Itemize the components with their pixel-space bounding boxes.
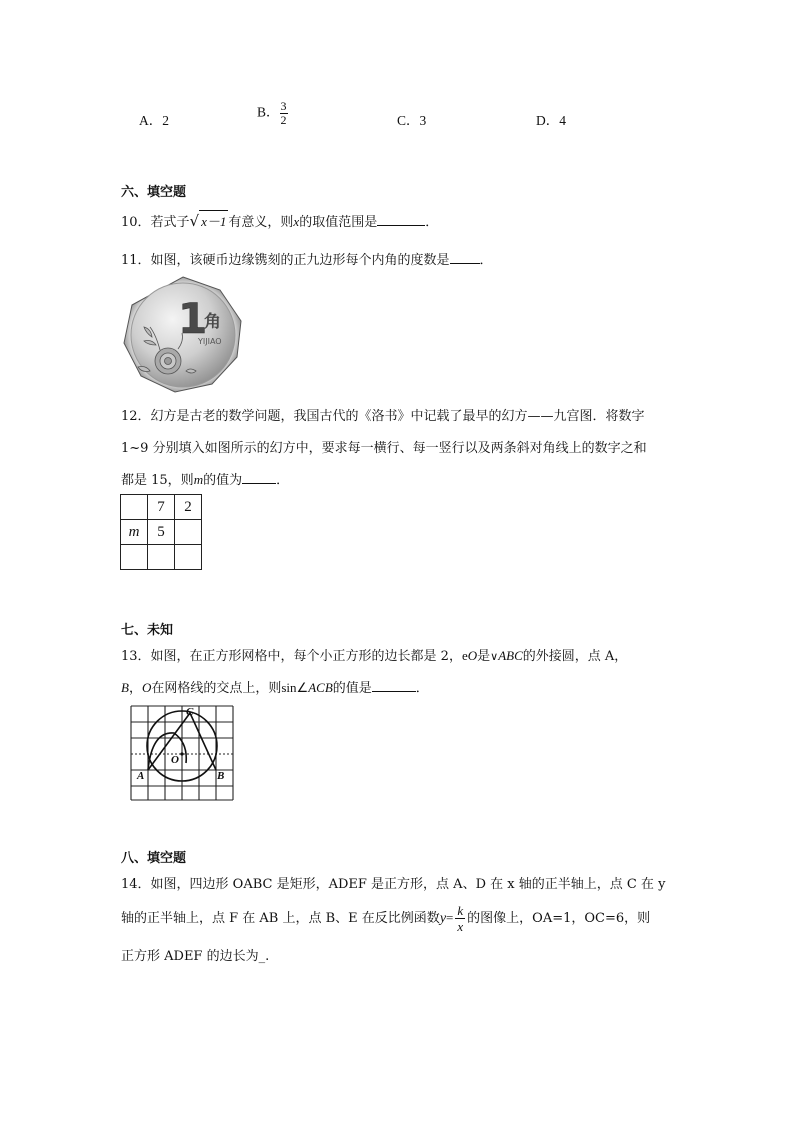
q12-line3 xyxy=(121,469,289,488)
q13-b: B xyxy=(121,680,129,695)
option-b xyxy=(257,100,288,127)
q12-line2: 1~9 分别填入如图所示的幻方中，要求每一横行、每一竖行以及两条斜对角线上的数字之和 xyxy=(121,441,647,456)
magic-cell: m xyxy=(121,520,148,545)
q14-line3: 正方形 ADEF 的边长为_. xyxy=(121,949,270,964)
center-point xyxy=(180,752,183,755)
circle-symbol: e xyxy=(461,648,468,663)
coin-svg xyxy=(120,275,246,394)
q13-o2: O xyxy=(141,680,152,695)
magic-square xyxy=(120,494,202,570)
q10-prefix: 10．若式子 xyxy=(121,215,190,230)
q13-abc: ABC xyxy=(498,648,523,663)
q13-line2-suffix: 的值是 xyxy=(332,681,372,696)
q13-sin: sin∠ xyxy=(281,680,309,695)
label-b: B xyxy=(217,770,225,782)
option-b-numerator: 3 xyxy=(280,99,287,113)
q13-line2-mid: 在网格线的交点上，则 xyxy=(151,681,282,696)
magic-row-3 xyxy=(121,545,202,570)
option-b-denominator: 2 xyxy=(280,113,287,127)
q11-answer-blank[interactable] xyxy=(450,251,480,264)
label-c: C xyxy=(186,706,194,718)
q14-func-den: x xyxy=(457,919,464,934)
radical-sign: √ xyxy=(189,212,200,230)
magic-cell xyxy=(121,545,148,570)
magic-cell xyxy=(175,545,202,570)
q13-comma: ， xyxy=(128,681,142,696)
magic-cell: 2 xyxy=(175,495,202,520)
q10-radicand: x－1 xyxy=(199,210,228,230)
coin-image xyxy=(120,275,246,394)
coin-pinyin: YIJIAO xyxy=(198,337,222,346)
label-o: O xyxy=(171,754,179,766)
magic-row-2 xyxy=(121,520,202,545)
q13-line1-prefix: 13．如图，在正方形网格中，每个小正方形的边长都是 2， xyxy=(121,649,462,664)
q14-line1: 14．如图，四边形 OABC 是矩形，ADEF 是正方形，点 A、D 在 x 轴的正半轴上，点 C 在 y xyxy=(121,877,666,892)
option-d: D．4 xyxy=(536,113,566,128)
q14-func-y: y xyxy=(439,911,447,926)
q13-line2 xyxy=(121,677,429,696)
magic-cell xyxy=(175,520,202,545)
q10-var: x xyxy=(293,214,300,229)
q10-sqrt xyxy=(190,210,229,230)
magic-cell: 7 xyxy=(148,495,175,520)
q14-line2-prefix: 轴的正半轴上，点 F 在 AB 上，点 B、E 在反比例函数 xyxy=(121,911,440,926)
question-10 xyxy=(121,210,438,230)
section-title-6: 六、填空题 xyxy=(121,185,187,200)
q11-end: ． xyxy=(479,253,493,268)
question-11 xyxy=(121,249,493,268)
q12-end: ． xyxy=(276,473,290,488)
q12-line3-prefix: 都是 15，则 xyxy=(121,473,194,488)
q13-acb: ACB xyxy=(308,680,333,695)
option-c: C．3 xyxy=(397,113,427,128)
magic-cell xyxy=(121,495,148,520)
q13-answer-blank[interactable] xyxy=(372,679,416,692)
section-title-7: 七、未知 xyxy=(121,623,174,638)
magic-row-1 xyxy=(121,495,202,520)
q10-suffix: 的取值范围是 xyxy=(299,215,378,230)
coin-numeral: 1 xyxy=(178,294,208,343)
q14-func-num: k xyxy=(457,903,464,918)
q12-line1: 12．幻方是古老的数学问题，我国古代的《洛书》中记载了最早的幻方——九宫图．将数字 xyxy=(121,409,645,424)
magic-square-table xyxy=(120,494,202,570)
option-b-fraction xyxy=(280,100,288,127)
option-a: A．2 xyxy=(139,113,169,128)
q12-answer-blank[interactable] xyxy=(242,471,276,484)
grid-circle-diagram xyxy=(118,703,236,803)
label-a: A xyxy=(137,770,145,782)
magic-cell xyxy=(148,545,175,570)
coin-char: 角 xyxy=(204,312,221,332)
option-b-prefix: B． xyxy=(257,104,280,120)
triangle-symbol: ∨ xyxy=(490,650,499,663)
q13-figure xyxy=(118,703,236,803)
q13-end: ． xyxy=(415,681,429,696)
q13-o: O xyxy=(467,648,478,663)
q10-answer-blank[interactable] xyxy=(377,213,425,226)
magic-cell: 5 xyxy=(148,520,175,545)
q13-is: 是 xyxy=(477,649,491,664)
q12-var: m xyxy=(193,472,204,487)
q14-func-eq: = xyxy=(446,910,454,925)
section-title-8: 八、填空题 xyxy=(121,851,187,866)
q13-line1 xyxy=(121,645,627,664)
q11-text: 11．如图，该硬币边缘镌刻的正九边形每个内角的度数是 xyxy=(121,253,450,268)
q14-func-fraction xyxy=(455,903,465,934)
q10-end: ． xyxy=(425,215,439,230)
q14-line2 xyxy=(121,903,650,934)
q12-line3-suffix: 的值为 xyxy=(203,473,243,488)
q10-middle: 有意义，则 xyxy=(228,215,294,230)
q14-line2-suffix: 的图像上，OA=1，OC=6，则 xyxy=(467,911,651,926)
q13-line1-suffix: 的外接圆，点 A， xyxy=(522,649,628,664)
